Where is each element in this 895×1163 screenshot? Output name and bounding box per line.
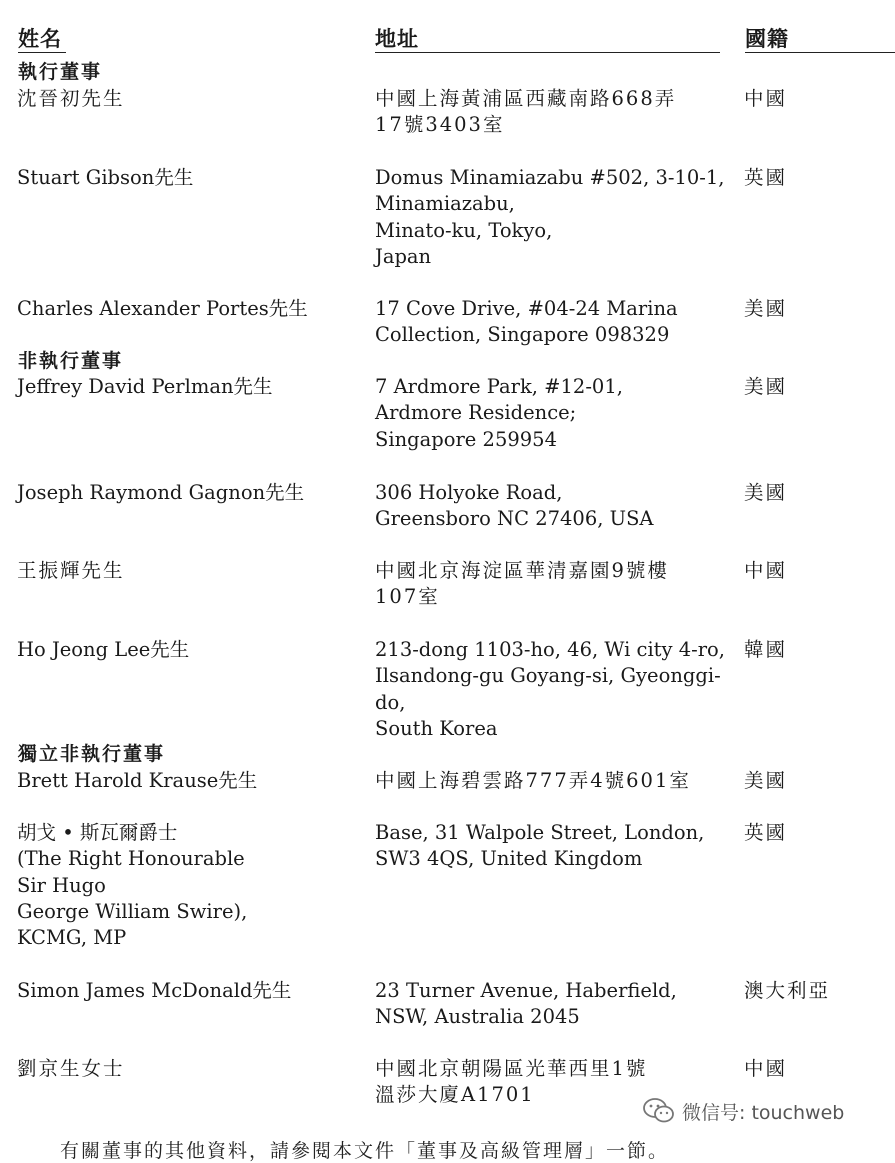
section-independent-directors: 獨立非執行董事 [18, 743, 166, 765]
director-nationality: 英國 [744, 166, 788, 189]
director-address: 213-dong 1103-ho, 46, Wi city 4-ro, Ilsandong-gu Goyang-si, Gyeonggi-do, South Korea [375, 638, 725, 740]
column-header-nationality: 國籍 [745, 26, 895, 53]
footer-note: 有關董事的其他資料，請參閱本文件「董事及高級管理層」一節。 [60, 1140, 670, 1162]
director-address: 中國上海碧雲路777弄4號601室 [375, 769, 691, 792]
director-name: Joseph Raymond Gagnon先生 [17, 481, 305, 504]
director-nationality: 美國 [744, 375, 788, 398]
director-nationality: 中國 [744, 1057, 788, 1080]
director-nationality: 美國 [744, 769, 788, 792]
director-address: Base, 31 Walpole Street, London, SW3 4QS, United Kingdom [375, 821, 705, 871]
director-nationality: 韓國 [744, 638, 788, 661]
director-name: 王振輝先生 [17, 559, 125, 582]
director-nationality: 美國 [744, 297, 788, 320]
column-header-address: 地址 [375, 26, 720, 53]
director-name: Brett Harold Krause先生 [17, 769, 258, 792]
director-address: 中國上海黃浦區西藏南路668弄 17號3403室 [375, 87, 677, 137]
section-executive-directors: 執行董事 [18, 61, 103, 83]
wechat-watermark [642, 1096, 844, 1126]
director-nationality: 澳大利亞 [744, 979, 831, 1002]
director-address: 23 Turner Avenue, Haberfield, NSW, Australia 2045 [375, 979, 677, 1029]
director-nationality: 中國 [744, 87, 788, 110]
column-header-name: 姓名 [18, 26, 66, 53]
director-name: Ho Jeong Lee先生 [17, 638, 190, 661]
director-address: 17 Cove Drive, #04-24 Marina Collection, Singapore 098329 [375, 297, 678, 347]
director-address: 306 Holyoke Road, Greensboro NC 27406, USA [375, 481, 654, 531]
director-name: 沈晉初先生 [17, 87, 125, 110]
director-name: 胡戈 • 斯瓦爾爵士 (The Right Honourable Sir Hugo George William Swire), KCMG, MP [17, 821, 248, 950]
watermark-text: 微信号: touchweb [682, 1101, 845, 1124]
director-name: Simon James McDonald先生 [17, 979, 292, 1002]
director-name: Charles Alexander Portes先生 [17, 297, 308, 320]
section-non-executive-directors: 非執行董事 [18, 350, 124, 372]
director-name: Stuart Gibson先生 [17, 166, 194, 189]
director-nationality: 美國 [744, 481, 788, 504]
director-address: Domus Minamiazabu #502, 3-10-1, Minamiazabu, Minato-ku, Tokyo, Japan [375, 166, 725, 268]
director-name: 劉京生女士 [17, 1057, 125, 1080]
director-address: 中國北京朝陽區光華西里1號 溫莎大廈A1701 [375, 1057, 648, 1107]
director-nationality: 英國 [744, 821, 788, 844]
director-nationality: 中國 [744, 559, 788, 582]
director-name: Jeffrey David Perlman先生 [17, 375, 273, 398]
director-address: 7 Ardmore Park, #12-01, Ardmore Residence; Singapore 259954 [375, 375, 623, 451]
director-address: 中國北京海淀區華清嘉園9號樓 107室 [375, 559, 669, 609]
wechat-icon [642, 1097, 676, 1125]
